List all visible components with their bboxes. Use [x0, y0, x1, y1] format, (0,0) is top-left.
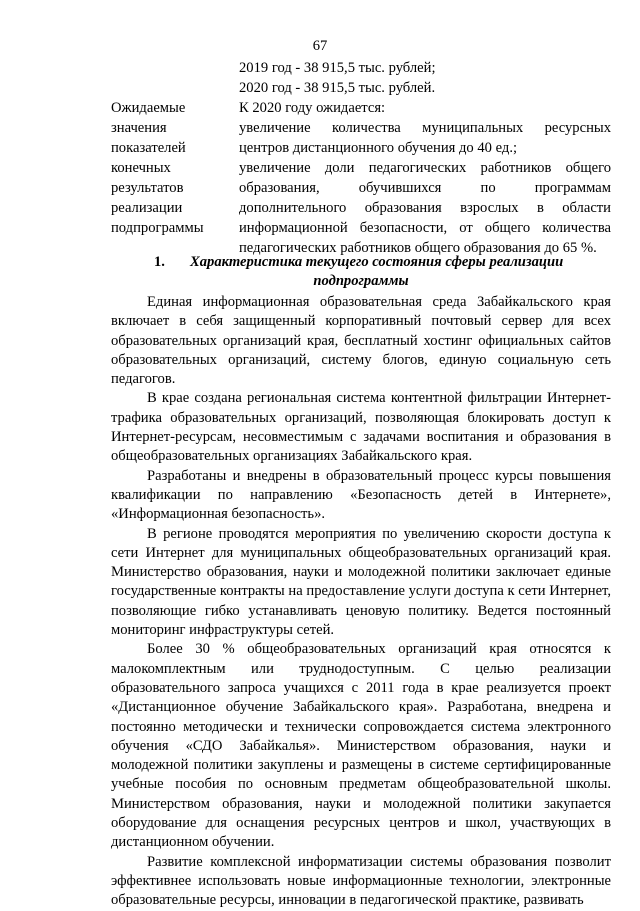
paragraph: Более 30 % общеобразовательных организаций края относятся к малокомплектным или труднодоступным. С целью реализации образовательного запроса учащихся с 2011 года в крае реализуется проект «Дистанционное обучение Забайкальского края». Разработана, внедрена и постоянно методически и технически сопровождается система электронного обучения «СДО Забайкалья». Министерством образования, науки и молодежной политики закуплены и размещены в системе сертифицированные учебные пособия по основным предметам общеобразовательной школы. Министерством образования, науки и молодежной политики закупается оборудование для оснащения ресурсных центров и школ, участвующих в дистанционном обучении.	[111, 641, 611, 851]
paragraph: В крае создана региональная система контентной фильтрации Интернет-трафика образовательных организаций, позволяющая блокировать доступ к Интернет-ресурсам, несовместимым с задачами воспитания и образования в общеобразовательных организациях Забайкальского края.	[111, 390, 611, 465]
expected-results-values	[239, 98, 611, 258]
label-line: результатов	[111, 180, 184, 196]
section-body	[111, 293, 611, 911]
page-number: 67	[312, 38, 328, 54]
label-line: реализации	[111, 200, 183, 216]
indicators-table	[111, 58, 611, 258]
expected-intro: К 2020 году ожидается:	[239, 100, 386, 116]
label-line: показателей	[111, 140, 186, 156]
label-line: подпрограммы	[111, 220, 204, 236]
paragraph: Единая информационная образовательная среда Забайкальского края включает в себя защищенный корпоративный почтовый сервер для всех образовательных организаций края, бесплатный хостинг официальных сайтов образовательных организаций, систему блогов, единую социальную сеть педагогов.	[111, 294, 611, 388]
funding-year-2020: 2020 год - 38 915,5 тыс. рублей.	[239, 80, 436, 96]
section-title-line2: подпрограммы	[313, 273, 409, 289]
funding-years-row	[111, 58, 611, 98]
paragraph: Разработаны и внедрены в образовательный процесс курсы повышения квалификации по направлению «Безопасность детей в Интернете», «Информационная безопасность».	[111, 467, 611, 523]
expected-item-teachers: увеличение доли педагогических работников общего образования, обучившихся по программам дополнительного образования взрослых в области информационной безопасности, от общего количества педагогических работников общего образования до 65 %.	[239, 160, 611, 256]
paragraph: В регионе проводятся мероприятия по увеличению скорости доступа к сети Интернет для муниципальных общеобразовательных организаций края. Министерство образования, науки и молодежной политики заключает единые государственные контракты на предоставление услуги доступа к сети Интернет, позволяющие гибко устанавливать ценовую политику. Ведется постоянный мониторинг инфраструктуры сетей.	[111, 525, 611, 639]
label-line: конечных	[111, 160, 171, 176]
section-number: 1.	[154, 254, 165, 270]
section-title-line1: Характеристика текущего состояния сферы реализации	[190, 254, 564, 270]
label-line: значения	[111, 120, 167, 136]
funding-year-2019: 2019 год - 38 915,5 тыс. рублей;	[239, 60, 436, 76]
expected-results-label	[111, 98, 239, 258]
label-line: Ожидаемые	[111, 100, 186, 116]
section-heading	[111, 253, 611, 291]
paragraph: Развитие комплексной информатизации системы образования позволит эффективнее использовать новые информационные технологии, электронные образовательные ресурсы, инновации в педагогической практике, развивать	[111, 853, 611, 909]
expected-results-row	[111, 98, 611, 258]
expected-item-centers: увеличение количества муниципальных ресурсных центров дистанционного обучения до 40 ед.;	[239, 120, 611, 156]
